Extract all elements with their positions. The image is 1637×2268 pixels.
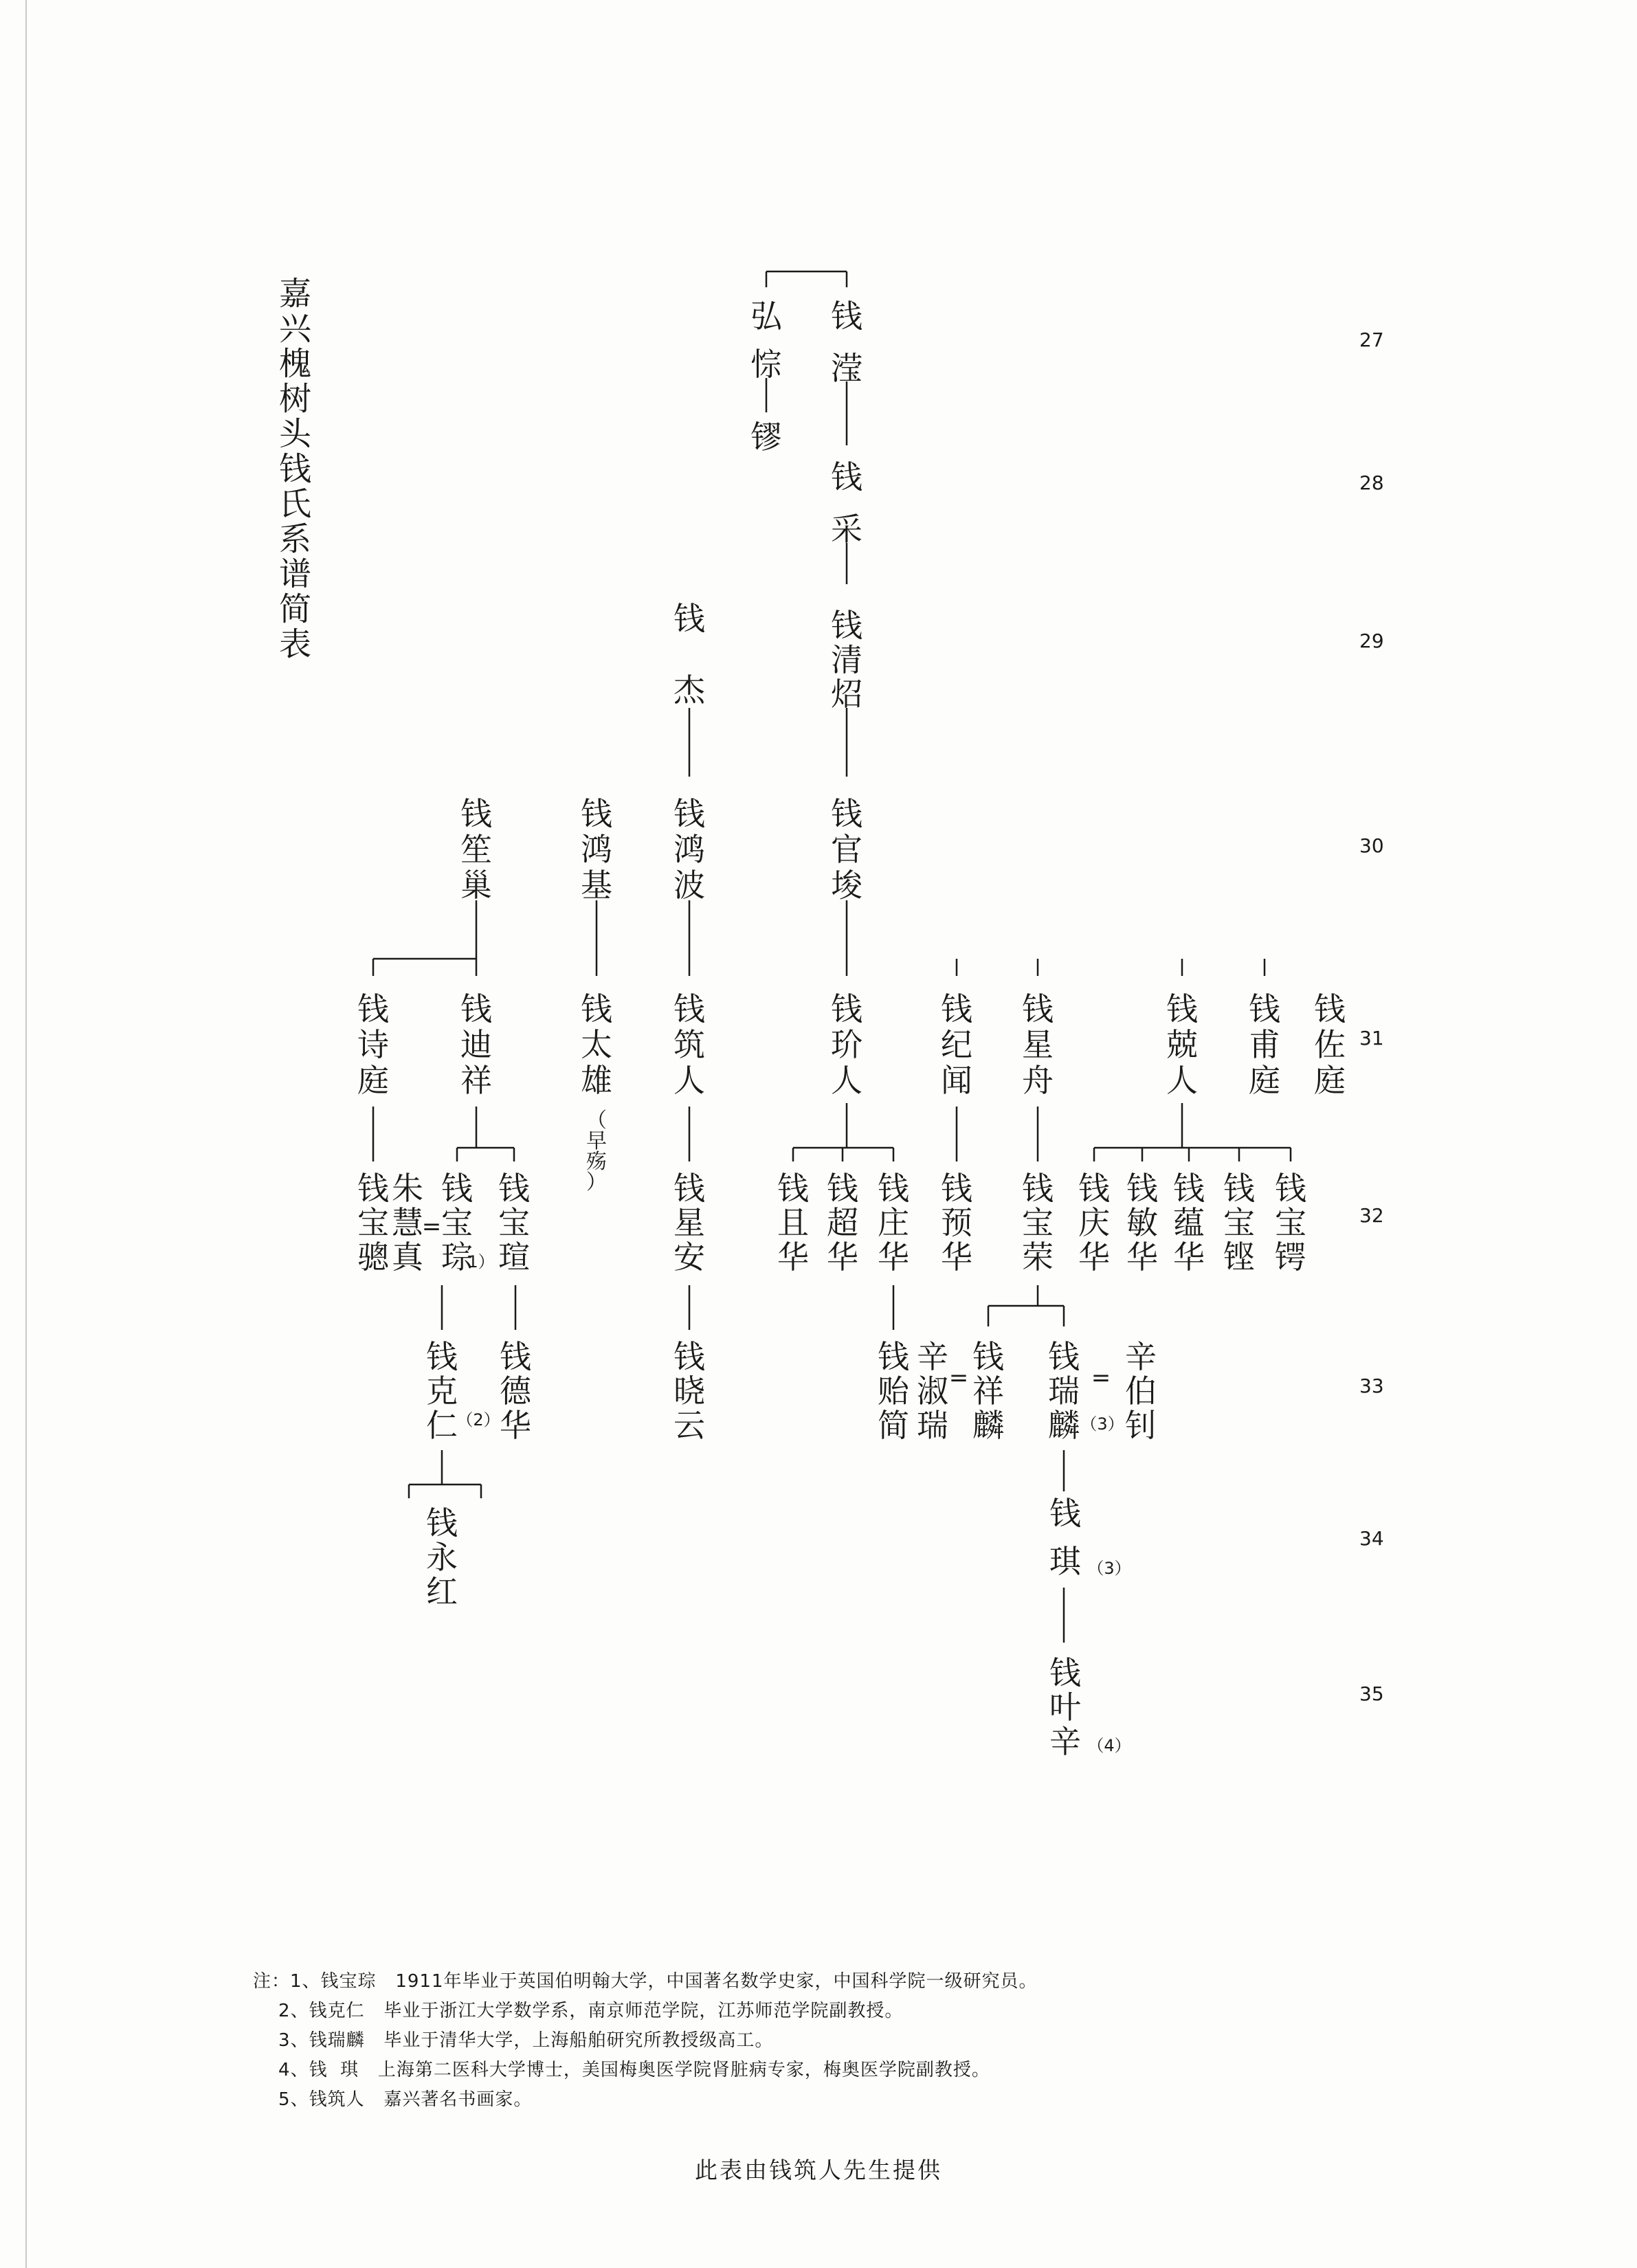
early-death-note [586, 1109, 607, 1194]
person-name-char: 钱 [941, 1170, 972, 1207]
person-xingan [673, 1170, 705, 1276]
person-name-char: 钱 [1049, 1495, 1081, 1532]
svg-text:殇: 殇 [586, 1150, 607, 1174]
person-name-char: 荣 [1022, 1238, 1054, 1276]
person-name-char: 祥 [460, 1062, 492, 1099]
person-dixiang [460, 990, 492, 1099]
person-name-char: 华 [941, 1238, 972, 1276]
person-name-char: 超 [827, 1204, 858, 1241]
person-qinghua [1078, 1170, 1110, 1276]
person-name-char: 朱 [392, 1170, 423, 1207]
person-zhuhuizhen [392, 1170, 425, 1276]
person-name-char: 钱 [673, 1170, 705, 1207]
person-xingzhou [1022, 990, 1054, 1099]
person-name-char: 华 [1126, 1238, 1158, 1276]
person-name-char: 钱 [831, 607, 862, 644]
person-name-char: 庭 [357, 1062, 389, 1099]
person-name-char: 玠 [831, 1026, 862, 1063]
footnote-marker-4: （4） [1087, 1736, 1131, 1755]
person-name-char: 人 [1166, 1062, 1198, 1099]
person-name-char: 瑞 [1048, 1372, 1080, 1410]
generation-label: 34 [1359, 1527, 1384, 1550]
person-chaohua [827, 1170, 858, 1276]
person-baorong [1022, 1170, 1054, 1276]
person-name-char: 杰 [673, 671, 705, 709]
person-name-char: 基 [581, 867, 612, 904]
generation-label: 31 [1359, 1027, 1384, 1049]
person-name-char: 红 [426, 1573, 458, 1610]
footnote-marker-3b: （3） [1087, 1559, 1131, 1578]
person-name-char: 舟 [1022, 1062, 1054, 1099]
person-name-char: 钱 [1166, 990, 1198, 1027]
person-name-char: 钱 [1173, 1170, 1205, 1207]
person-name-char: 佐 [1314, 1026, 1346, 1063]
generation-label: 32 [1359, 1204, 1384, 1227]
person-name-char: 麟 [972, 1407, 1004, 1444]
person-name-char: 钱 [831, 458, 862, 496]
footnote-2: 2、钱克仁 毕业于浙江大学数学系，南京师范学院，江苏师范学院副教授。 [253, 2001, 904, 2021]
person-name-char: 星 [1022, 1026, 1054, 1063]
footnote-1: 注：1、钱宝琮 1911年毕业于英国伯明翰大学，中国著名数学史家，中国科学院一级研究员。 [253, 1971, 1038, 1992]
person-name-char: 人 [673, 1062, 705, 1099]
person-name-char: 弘 [750, 298, 782, 335]
person-name-char: 安 [673, 1238, 705, 1276]
person-name-char: 淑 [917, 1372, 948, 1410]
footnote-marker-1: 1） [467, 1252, 495, 1271]
person-zhuanghua [878, 1170, 909, 1276]
person-name-char: 钊 [1125, 1407, 1157, 1444]
person-yexin [1049, 1654, 1081, 1760]
person-name-char: 兢 [1166, 1026, 1198, 1063]
person-name-char: 钱 [1275, 1170, 1306, 1207]
person-name-char: 庭 [1249, 1062, 1280, 1099]
person-name-char: 宝 [1223, 1204, 1255, 1241]
person-name-char: 钱 [673, 1338, 705, 1375]
person-jie [673, 600, 706, 709]
person-name-char: 铿 [1223, 1238, 1255, 1276]
person-hongbo [673, 795, 705, 904]
person-name-char: 晓 [673, 1372, 705, 1410]
person-name-char: 钱 [460, 990, 492, 1027]
person-baoxuan [498, 1170, 530, 1276]
person-jieren [831, 990, 862, 1099]
person-name-char: 笙 [460, 831, 492, 868]
person-taixiong [581, 990, 612, 1099]
person-name-char: 克 [426, 1372, 458, 1410]
person-name-char: 辛 [917, 1338, 948, 1375]
person-name-char: 预 [941, 1204, 972, 1241]
person-name-char: 云 [673, 1407, 705, 1444]
footnote-5: 5、钱筑人 嘉兴著名书画家。 [253, 2089, 533, 2110]
person-name-char: 筑 [673, 1026, 705, 1063]
person-futing [1249, 990, 1280, 1099]
page-title: 嘉兴槐树头钱氏系谱简表 [274, 276, 312, 662]
person-name-char: 琪 [1049, 1543, 1081, 1580]
person-name-char: 华 [1078, 1238, 1110, 1276]
person-name-char: 钱 [500, 1338, 531, 1375]
person-name-char: 甫 [1249, 1026, 1280, 1063]
generation-label: 29 [1359, 630, 1384, 652]
person-name-char: 钱 [357, 990, 389, 1027]
person-name-char: 钱 [498, 1170, 530, 1207]
person-cai [831, 458, 862, 548]
generation-label: 27 [1359, 329, 1384, 351]
person-ruilin [1048, 1338, 1080, 1444]
spouse-mark: = [948, 1364, 969, 1392]
person-name-char: 钱 [426, 1338, 458, 1375]
person-name-char: 滢 [831, 350, 862, 387]
person-name-char: 仁 [426, 1407, 458, 1444]
person-yonghong [426, 1504, 458, 1610]
person-hongcong [750, 298, 783, 383]
person-name-char: 迪 [460, 1026, 492, 1063]
person-name-char: 华 [500, 1407, 531, 1444]
svg-text:早: 早 [586, 1129, 607, 1153]
person-name-char: 钱 [1223, 1170, 1255, 1207]
person-name-char: 钱 [972, 1338, 1004, 1375]
footnote-4: 4、钱 琪 上海第二医科大学博士，美国梅奥医学院肾脏病专家，梅奥医学院副教授。 [253, 2060, 990, 2080]
person-name-char: 悰 [750, 346, 782, 383]
person-xinbozhao [1125, 1338, 1157, 1444]
person-yijian [878, 1338, 911, 1444]
person-name-char: 钱 [1078, 1170, 1110, 1207]
person-name-char: 钱 [1022, 1170, 1054, 1207]
person-name-char: 华 [878, 1238, 909, 1276]
person-name-char: 波 [673, 867, 705, 904]
person-name-char: 辛 [1125, 1338, 1157, 1375]
person-yuhua [941, 1170, 972, 1276]
person-shiting [357, 990, 389, 1099]
generation-label: 33 [1359, 1375, 1384, 1397]
person-name-char: 鸿 [581, 831, 612, 868]
person-name-char: 贻 [878, 1372, 909, 1410]
person-dehua [500, 1338, 533, 1444]
person-jingren [1166, 990, 1198, 1099]
person-name-char: 钱 [1048, 1338, 1080, 1375]
person-zuoting [1314, 990, 1346, 1099]
person-jiwen [941, 990, 972, 1099]
person-baoe [1275, 1170, 1306, 1276]
credit-line: 此表由钱筑人先生提供 [695, 2157, 942, 2183]
person-liao [750, 419, 782, 456]
person-name-char: 宝 [1275, 1204, 1306, 1241]
person-xinshurui [917, 1338, 948, 1444]
person-name-char: 祥 [972, 1372, 1004, 1410]
person-name-char: 锷 [1275, 1238, 1306, 1276]
spouse-mark: = [1091, 1364, 1111, 1392]
person-name-char: 慧 [392, 1204, 423, 1241]
person-name-char: 钱 [1049, 1654, 1081, 1691]
person-name-char: 敏 [1126, 1204, 1158, 1241]
footnote-3: 3、钱瑞麟 毕业于清华大学，上海船舶研究所教授级高工。 [253, 2030, 774, 2051]
person-name-char: 清 [831, 641, 862, 678]
person-name-char: 巢 [460, 867, 492, 904]
person-hongji [581, 795, 612, 904]
person-name-char: 宝 [441, 1204, 473, 1241]
person-zhuren [673, 990, 705, 1099]
person-xianglin [972, 1338, 1004, 1444]
person-name-char: 钱 [878, 1338, 909, 1375]
person-name-char: 诗 [357, 1026, 389, 1063]
person-name-char: 麟 [1048, 1407, 1080, 1444]
person-name-char: 采 [831, 511, 862, 548]
person-name-char: 埈 [831, 867, 862, 904]
person-name-char: 钱 [673, 795, 705, 832]
person-name-char: 真 [392, 1238, 423, 1276]
person-yunhua [1173, 1170, 1205, 1276]
person-name-char: 钱 [1249, 990, 1280, 1027]
person-name-char: 宝 [498, 1204, 530, 1241]
person-name-char: 庄 [878, 1204, 909, 1241]
person-name-char: 炤 [831, 676, 862, 713]
person-name-char: 骢 [357, 1238, 389, 1276]
person-qi [1049, 1495, 1082, 1580]
person-name-char: 华 [777, 1238, 809, 1276]
person-name-char: 钱 [878, 1170, 909, 1207]
svg-text:（: （ [586, 1109, 607, 1133]
generation-label: 30 [1359, 834, 1384, 857]
person-name-char: 雄 [581, 1062, 612, 1099]
person-name-char: 钱 [426, 1504, 458, 1542]
person-minhua [1126, 1170, 1158, 1276]
person-baocong [357, 1170, 390, 1276]
person-name-char: 钱 [941, 990, 972, 1027]
person-baokeng [1223, 1170, 1255, 1276]
person-name-char: 永 [426, 1539, 458, 1576]
person-name-char: 且 [777, 1204, 809, 1241]
person-name-char: 钱 [673, 600, 705, 637]
person-name-char: 闻 [941, 1062, 972, 1099]
person-qingzhao [831, 607, 862, 713]
person-name-char: 钱 [460, 795, 492, 832]
person-name-char: 宝 [1022, 1204, 1054, 1241]
person-xiaoyun [673, 1338, 705, 1444]
person-name-char: 瑞 [917, 1407, 948, 1444]
person-name-char: 华 [1173, 1238, 1205, 1276]
person-name-char: 钱 [1022, 990, 1054, 1027]
person-name-char: 官 [831, 831, 862, 868]
footnotes [253, 1967, 1038, 2115]
person-name-char: 蕴 [1173, 1204, 1205, 1241]
person-name-char: 鸿 [673, 831, 705, 868]
person-name-char: 钱 [777, 1170, 809, 1207]
person-name-char: 钱 [827, 1170, 858, 1207]
person-name-char: 宝 [357, 1204, 389, 1241]
person-name-char: 琮 [441, 1238, 473, 1276]
person-name-char: 瑄 [498, 1238, 530, 1276]
person-name-char: 华 [827, 1238, 858, 1276]
svg-text:）: ） [586, 1170, 607, 1194]
person-name-char: 人 [831, 1062, 862, 1099]
person-name-char: 钱 [581, 990, 612, 1027]
person-name-char: 庭 [1314, 1062, 1346, 1099]
person-qiehua [777, 1170, 809, 1276]
footnote-marker-2: （2） [456, 1410, 500, 1430]
person-name-char: 钱 [673, 990, 705, 1027]
footnote-marker-3: （3） [1080, 1414, 1124, 1434]
person-zhen [831, 298, 862, 387]
person-name-char: 太 [581, 1026, 612, 1063]
person-name-char: 星 [673, 1204, 705, 1241]
person-name-char: 钱 [1314, 990, 1346, 1027]
generation-label: 35 [1359, 1682, 1384, 1705]
person-name-char: 钱 [831, 795, 862, 832]
person-name-char: 辛 [1049, 1723, 1081, 1760]
person-name-char: 德 [500, 1372, 531, 1410]
person-name-char: 叶 [1049, 1689, 1081, 1726]
person-name-char: 伯 [1125, 1372, 1157, 1410]
person-name-char: 钱 [831, 990, 862, 1027]
person-name-char: 钱 [357, 1170, 389, 1207]
person-name-char: 简 [878, 1407, 909, 1444]
person-name-char: 镠 [750, 419, 782, 456]
person-name-char: 钱 [581, 795, 612, 832]
person-keren [426, 1338, 458, 1444]
person-name-char: 庆 [1078, 1204, 1110, 1241]
person-name-char: 钱 [1126, 1170, 1158, 1207]
person-name-char: 钱 [831, 298, 862, 335]
generation-label: 28 [1359, 471, 1384, 494]
person-guanjun [831, 795, 862, 904]
person-shengchao [460, 795, 492, 904]
spouse-mark: = [421, 1213, 442, 1241]
person-name-char: 钱 [441, 1170, 473, 1207]
person-name-char: 纪 [941, 1026, 972, 1063]
